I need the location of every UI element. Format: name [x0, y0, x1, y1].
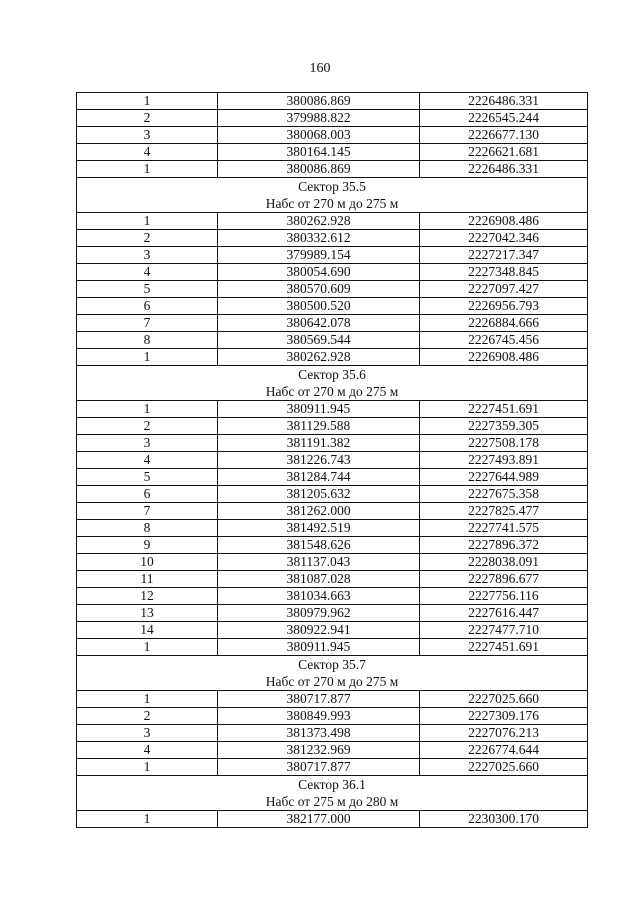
x-coordinate-cell: 381087.028 [218, 571, 420, 588]
x-coordinate-cell: 381373.498 [218, 725, 420, 742]
sector-header-row [77, 195, 588, 213]
x-coordinate-cell: 380979.962 [218, 605, 420, 622]
x-coordinate-cell: 381548.626 [218, 537, 420, 554]
x-coordinate-cell: 380717.877 [218, 691, 420, 708]
table-row [77, 213, 588, 230]
table-row [77, 110, 588, 127]
point-number-cell: 1 [77, 93, 218, 110]
table-row [77, 639, 588, 656]
point-number-cell: 7 [77, 503, 218, 520]
table-row [77, 435, 588, 452]
point-number-cell: 3 [77, 127, 218, 144]
x-coordinate-cell: 380570.609 [218, 281, 420, 298]
point-number-cell: 4 [77, 742, 218, 759]
sector-title: Сектор 35.6 [77, 366, 588, 384]
x-coordinate-cell: 381034.663 [218, 588, 420, 605]
x-coordinate-cell: 380911.945 [218, 401, 420, 418]
point-number-cell: 1 [77, 811, 218, 828]
y-coordinate-cell: 2227451.691 [420, 639, 588, 656]
table-row [77, 230, 588, 247]
x-coordinate-cell: 379988.822 [218, 110, 420, 127]
table-row [77, 725, 588, 742]
y-coordinate-cell: 2227025.660 [420, 759, 588, 776]
point-number-cell: 5 [77, 469, 218, 486]
y-coordinate-cell: 2226774.644 [420, 742, 588, 759]
y-coordinate-cell: 2230300.170 [420, 811, 588, 828]
table-row [77, 811, 588, 828]
point-number-cell: 1 [77, 639, 218, 656]
point-number-cell: 6 [77, 486, 218, 503]
point-number-cell: 3 [77, 247, 218, 264]
table-row [77, 332, 588, 349]
point-number-cell: 5 [77, 281, 218, 298]
y-coordinate-cell: 2227493.891 [420, 452, 588, 469]
y-coordinate-cell: 2227675.358 [420, 486, 588, 503]
point-number-cell: 1 [77, 161, 218, 178]
x-coordinate-cell: 380911.945 [218, 639, 420, 656]
y-coordinate-cell: 2227477.710 [420, 622, 588, 639]
x-coordinate-cell: 380054.690 [218, 264, 420, 281]
point-number-cell: 2 [77, 418, 218, 435]
table-row [77, 452, 588, 469]
x-coordinate-cell: 380717.877 [218, 759, 420, 776]
point-number-cell: 6 [77, 298, 218, 315]
y-coordinate-cell: 2227359.305 [420, 418, 588, 435]
table-row [77, 520, 588, 537]
y-coordinate-cell: 2226486.331 [420, 93, 588, 110]
x-coordinate-cell: 381205.632 [218, 486, 420, 503]
sector-header-row [77, 776, 588, 794]
coordinates-table [76, 92, 588, 828]
y-coordinate-cell: 2227896.372 [420, 537, 588, 554]
point-number-cell: 10 [77, 554, 218, 571]
point-number-cell: 3 [77, 725, 218, 742]
point-number-cell: 4 [77, 144, 218, 161]
y-coordinate-cell: 2226908.486 [420, 349, 588, 366]
y-coordinate-cell: 2227076.213 [420, 725, 588, 742]
table-row [77, 571, 588, 588]
x-coordinate-cell: 380332.612 [218, 230, 420, 247]
sector-title: Сектор 35.5 [77, 178, 588, 196]
point-number-cell: 11 [77, 571, 218, 588]
x-coordinate-cell: 380068.003 [218, 127, 420, 144]
table-row [77, 691, 588, 708]
x-coordinate-cell: 382177.000 [218, 811, 420, 828]
sector-header-row [77, 673, 588, 691]
point-number-cell: 4 [77, 264, 218, 281]
table-row [77, 469, 588, 486]
x-coordinate-cell: 380164.145 [218, 144, 420, 161]
x-coordinate-cell: 380500.520 [218, 298, 420, 315]
table-row [77, 247, 588, 264]
table-row [77, 161, 588, 178]
y-coordinate-cell: 2227756.116 [420, 588, 588, 605]
x-coordinate-cell: 380642.078 [218, 315, 420, 332]
sector-header-row [77, 656, 588, 674]
y-coordinate-cell: 2226908.486 [420, 213, 588, 230]
y-coordinate-cell: 2226677.130 [420, 127, 588, 144]
sector-title: Сектор 35.7 [77, 656, 588, 674]
table-row [77, 349, 588, 366]
point-number-cell: 1 [77, 213, 218, 230]
table-row [77, 742, 588, 759]
y-coordinate-cell: 2227348.845 [420, 264, 588, 281]
table-row [77, 281, 588, 298]
table-row [77, 401, 588, 418]
point-number-cell: 1 [77, 691, 218, 708]
sector-height-range: Набс от 275 м до 280 м [77, 793, 588, 811]
x-coordinate-cell: 380569.544 [218, 332, 420, 349]
y-coordinate-cell: 2227097.427 [420, 281, 588, 298]
x-coordinate-cell: 380262.928 [218, 349, 420, 366]
y-coordinate-cell: 2227451.691 [420, 401, 588, 418]
y-coordinate-cell: 2226545.244 [420, 110, 588, 127]
table-row [77, 759, 588, 776]
table-row [77, 708, 588, 725]
point-number-cell: 1 [77, 349, 218, 366]
sector-title: Сектор 36.1 [77, 776, 588, 794]
table-row [77, 418, 588, 435]
sector-height-range: Набс от 270 м до 275 м [77, 673, 588, 691]
sector-header-row [77, 366, 588, 384]
x-coordinate-cell: 381232.969 [218, 742, 420, 759]
table-row [77, 605, 588, 622]
x-coordinate-cell: 380262.928 [218, 213, 420, 230]
y-coordinate-cell: 2227616.447 [420, 605, 588, 622]
table-row [77, 503, 588, 520]
sector-header-row [77, 178, 588, 196]
point-number-cell: 13 [77, 605, 218, 622]
table-row [77, 486, 588, 503]
sector-header-row [77, 793, 588, 811]
point-number-cell: 1 [77, 401, 218, 418]
sector-height-range: Набс от 270 м до 275 м [77, 195, 588, 213]
point-number-cell: 2 [77, 110, 218, 127]
x-coordinate-cell: 381137.043 [218, 554, 420, 571]
x-coordinate-cell: 380922.941 [218, 622, 420, 639]
y-coordinate-cell: 2226745.456 [420, 332, 588, 349]
point-number-cell: 9 [77, 537, 218, 554]
point-number-cell: 8 [77, 520, 218, 537]
y-coordinate-cell: 2227741.575 [420, 520, 588, 537]
point-number-cell: 12 [77, 588, 218, 605]
table-row [77, 537, 588, 554]
x-coordinate-cell: 381129.588 [218, 418, 420, 435]
y-coordinate-cell: 2228038.091 [420, 554, 588, 571]
point-number-cell: 3 [77, 435, 218, 452]
y-coordinate-cell: 2226956.793 [420, 298, 588, 315]
table-row [77, 622, 588, 639]
y-coordinate-cell: 2227825.477 [420, 503, 588, 520]
point-number-cell: 4 [77, 452, 218, 469]
x-coordinate-cell: 381492.519 [218, 520, 420, 537]
y-coordinate-cell: 2227508.178 [420, 435, 588, 452]
y-coordinate-cell: 2226486.331 [420, 161, 588, 178]
y-coordinate-cell: 2227896.677 [420, 571, 588, 588]
x-coordinate-cell: 379989.154 [218, 247, 420, 264]
sector-header-row [77, 383, 588, 401]
y-coordinate-cell: 2227309.176 [420, 708, 588, 725]
coordinates-table-body [77, 93, 588, 828]
table-row [77, 264, 588, 281]
table-row [77, 144, 588, 161]
x-coordinate-cell: 380849.993 [218, 708, 420, 725]
table-row [77, 588, 588, 605]
table-row [77, 298, 588, 315]
y-coordinate-cell: 2227042.346 [420, 230, 588, 247]
point-number-cell: 2 [77, 230, 218, 247]
y-coordinate-cell: 2227217.347 [420, 247, 588, 264]
y-coordinate-cell: 2226621.681 [420, 144, 588, 161]
table-row [77, 315, 588, 332]
x-coordinate-cell: 380086.869 [218, 93, 420, 110]
point-number-cell: 8 [77, 332, 218, 349]
y-coordinate-cell: 2226884.666 [420, 315, 588, 332]
y-coordinate-cell: 2227644.989 [420, 469, 588, 486]
point-number-cell: 14 [77, 622, 218, 639]
y-coordinate-cell: 2227025.660 [420, 691, 588, 708]
x-coordinate-cell: 381191.382 [218, 435, 420, 452]
x-coordinate-cell: 380086.869 [218, 161, 420, 178]
x-coordinate-cell: 381262.000 [218, 503, 420, 520]
table-row [77, 127, 588, 144]
point-number-cell: 2 [77, 708, 218, 725]
x-coordinate-cell: 381226.743 [218, 452, 420, 469]
point-number-cell: 1 [77, 759, 218, 776]
page-number: 160 [309, 61, 331, 76]
sector-height-range: Набс от 270 м до 275 м [77, 383, 588, 401]
table-row [77, 93, 588, 110]
point-number-cell: 7 [77, 315, 218, 332]
x-coordinate-cell: 381284.744 [218, 469, 420, 486]
table-row [77, 554, 588, 571]
